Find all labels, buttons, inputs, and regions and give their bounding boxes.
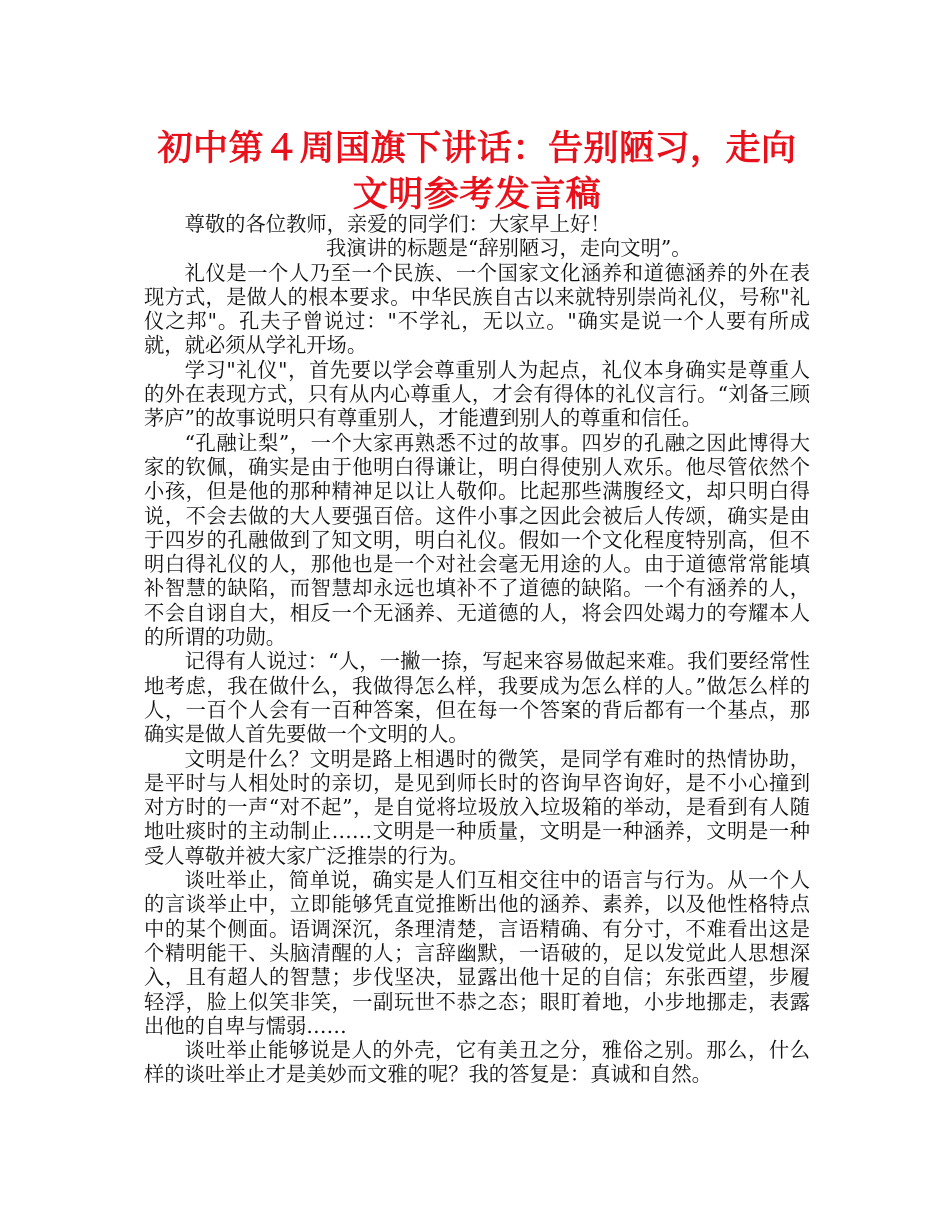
paragraph-topic: 我演讲的标题是“辞别陋习，走向文明”。 xyxy=(326,236,692,261)
paragraph: 记得有人说过：“人，一撇一捺，写起来容易做起来难。我们要经常性地考虑，我在做什么，我做得怎么样，我要成为怎么样的人。”做怎么样的人，一百个人会有一百种答案，但在每一个答案的背后都有一个基点，那确实是做人首先要做一个文明的人。 xyxy=(144,649,810,747)
paragraph: 礼仪是一个人乃至一个民族、一个国家文化涵养和道德涵养的外在表现方式，是做人的根本要求。中华民族自古以来就特别崇尚礼仪，号称"礼仪之邦"。孔夫子曾说过："不学礼，无以立。"确实是说一个人要有所成就，就必须从学礼开场。 xyxy=(144,260,810,358)
document-title xyxy=(144,126,810,218)
paragraph: “孔融让梨”，一个大家再熟悉不过的故事。四岁的孔融之因此博得大家的钦佩，确实是由于他明白得谦让，明白得使别人欢乐。他尽管依然个小孩，但是他的那种精神足以让人敬仰。比起那些满腹经文，却只明白得说，不会去做的大人要强百倍。这件小事之因此会被后人传颂，确实是由于四岁的孔融做到了知文明，明白礼仪。假如一个文化程度特别高，但不明白得礼仪的人，那他也是一个对社会毫无用途的人。由于道德常常能填补智慧的缺陷，而智慧却永远也填补不了道德的缺陷。一个有涵养的人，不会自诩自大，相反一个无涵养、无道德的人，将会四处竭力的夸耀本人的所谓的功勋。 xyxy=(144,430,810,650)
document-body xyxy=(144,212,810,1087)
paragraph: 谈吐举止能够说是人的外壳，它有美丑之分，雅俗之别。那么，什么样的谈吐举止才是美妙而文雅的呢？我的答复是：真诚和自然。 xyxy=(144,1038,810,1087)
title-line-1: 初中第４周国旗下讲话：告别陋习，走向 xyxy=(157,129,797,169)
document-page xyxy=(144,126,810,1087)
paragraph-greeting: 尊敬的各位教师，亲爱的同学们：大家早上好！ xyxy=(184,212,611,236)
title-line-2: 文明参考发言稿 xyxy=(352,175,602,215)
paragraph: 文明是什么？文明是路上相遇时的微笑，是同学有难时的热情协助，是平时与人相处时的亲切，是见到师长时的咨询早咨询好，是不小心撞到对方时的一声“对不起”，是自觉将垃圾放入垃圾箱的举动，是看到有人随地吐痰时的主动制止……文明是一种质量，文明是一种涵养，文明是一种受人尊敬并被大家广泛推崇的行为。 xyxy=(144,746,810,868)
paragraph: 学习"礼仪"，首先要以学会尊重别人为起点，礼仪本身确实是尊重人的外在表现方式，只有从内心尊重人，才会有得体的礼仪言行。“刘备三顾茅庐”的故事说明只有尊重别人，才能遭到别人的尊重和信任。 xyxy=(144,357,810,431)
paragraph: 谈吐举止，简单说，确实是人们互相交往中的语言与行为。从一个人的言谈举止中，立即能够凭直觉推断出他的涵养、素养，以及他性格特点中的某个侧面。语调深沉，条理清楚，言语精确、有分寸，不难看出这是个精明能干、头脑清醒的人；言辞幽默，一语破的，足以发觉此人思想深入，且有超人的智慧；步伐坚决，显露出他十足的自信；东张西望，步履轻浮，脸上似笑非笑，一副玩世不恭之态；眼盯着地，小步地挪走，表露出他的自卑与懦弱…… xyxy=(144,868,810,1038)
